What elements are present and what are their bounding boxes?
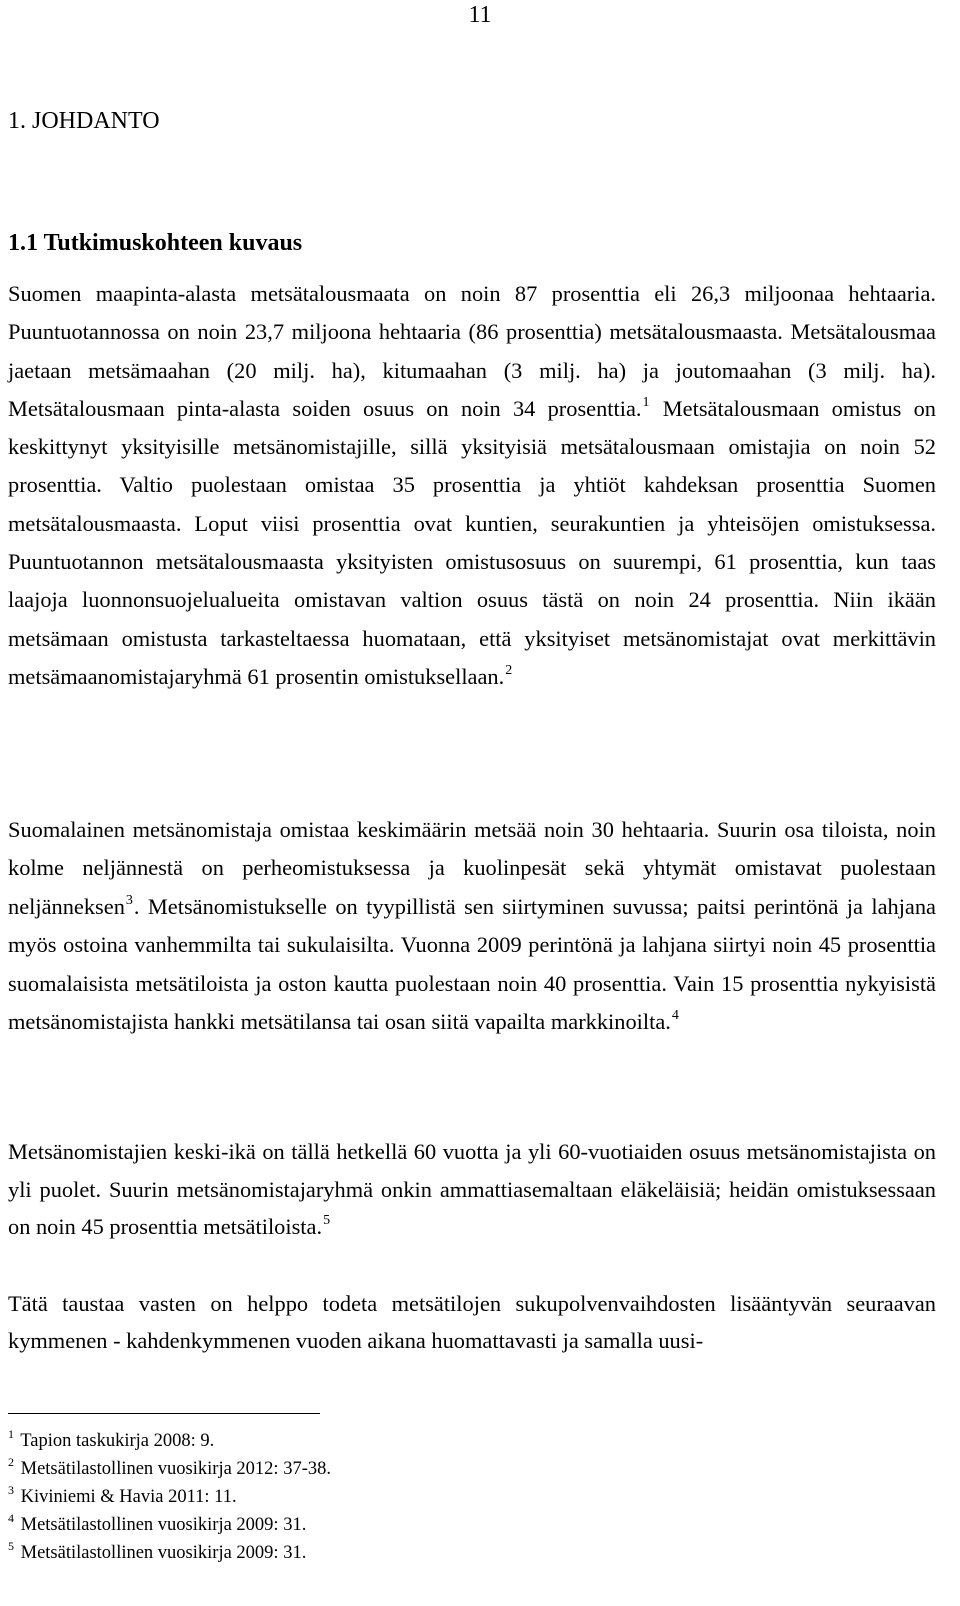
footnote-text: Kiviniemi & Havia 2011: 11. <box>20 1487 237 1507</box>
paragraph-owner-age <box>8 1133 936 1246</box>
footnote-ref: 2 <box>505 662 513 678</box>
footnote-number: 5 <box>8 1539 14 1553</box>
footnote-item <box>8 1455 908 1483</box>
chapter-heading: 1. JOHDANTO <box>8 108 160 134</box>
paragraph-text: . Metsänomistukselle on tyypillistä sen siirtyminen suvussa; paitsi perintönä ja lahjana myös ostoina vanhemmilta tai sukulaisilta. Vuonna 2009 perintönä ja lahjana siirtyi noin 45 prosenttia suomalaisista metsätiloista ja oston kautta puolestaan noin 40 prosenttia. Vain 15 prosenttia nykyisistä metsänomistajista hankki metsätilansa tai osan siitä vapailta markkinoilta. <box>8 893 936 1035</box>
page-number: 11 <box>468 2 492 28</box>
footnote-item <box>8 1427 908 1455</box>
footnote-ref: 3 <box>125 892 133 908</box>
footnote-number: 4 <box>8 1511 14 1525</box>
footnote-text: Metsätilastollinen vuosikirja 2012: 37-38. <box>20 1459 331 1479</box>
footnote-item <box>8 1539 908 1567</box>
footnote-text: Metsätilastollinen vuosikirja 2009: 31. <box>20 1543 307 1563</box>
footnote-ref: 4 <box>671 1008 679 1024</box>
paragraph-generational-change <box>8 1285 936 1359</box>
footnote-item <box>8 1511 908 1539</box>
footnote-text: Metsätilastollinen vuosikirja 2009: 31. <box>20 1515 307 1535</box>
footnote-ref: 5 <box>323 1213 331 1229</box>
paragraph-text: Metsänomistajien keski-ikä on tällä hetkellä 60 vuotta ja yli 60-vuotiaiden osuus metsänomistajista on yli puolet. Suurin metsänomistajaryhmä onkin ammattiasemaltaan eläkeläisiä; heidän omistuksessaan on noin 45 prosenttia metsätiloista. <box>8 1139 936 1240</box>
section-heading: 1.1 Tutkimuskohteen kuvaus <box>8 230 303 256</box>
paragraph-land-ownership <box>8 275 936 696</box>
footnote-number: 1 <box>8 1427 14 1441</box>
footnote-number: 2 <box>8 1455 14 1469</box>
footnote-divider <box>8 1413 320 1414</box>
paragraph-text: Suomalainen metsänomistaja omistaa keskimäärin metsää noin 30 hehtaaria. Suurin osa tiloista, noin kolme neljännestä on perheomistuksessa ja kuolinpesät sekä yhtymät omistavat puolestaan neljänneksen <box>8 817 936 919</box>
paragraph-forest-owner <box>8 811 936 1041</box>
paragraph-text: Tätä taustaa vasten on helppo todeta metsätilojen sukupolvenvaihdosten lisääntyvän seuraavan kymmenen - kahdenkymmenen vuoden aikana huomattavasti ja samalla uusi- <box>8 1291 936 1353</box>
paragraph-text: Suomen maapinta-alasta metsätalousmaata on noin 87 prosenttia eli 26,3 miljoonaa hehtaaria. Puuntuotannossa on noin 23,7 miljoona hehtaaria (86 prosenttia) metsätalousmaasta. Metsätalousmaa jaetaan metsämaahan (20 milj. ha), kitumaahan (3 milj. ha) ja joutomaahan (3 milj. ha). Metsätalousmaan pinta-alasta soiden osuus on noin 34 prosenttia. <box>8 281 936 421</box>
footnote-item <box>8 1483 908 1511</box>
footnotes-list <box>8 1427 908 1567</box>
footnote-text: Tapion taskukirja 2008: 9. <box>20 1431 215 1451</box>
footnote-ref: 1 <box>642 394 650 410</box>
paragraph-text: Metsätalousmaan omistus on keskittynyt yksityisille metsänomistajille, sillä yksityisiä metsätalousmaan omistajia on noin 52 prosenttia. Valtio puolestaan omistaa 35 prosenttia ja yhtiöt kahdeksan prosenttia Suomen metsätalousmaasta. Loput viisi prosenttia ovat kuntien, seurakuntien ja yhteisöjen omistuksessa. Puuntuotannon metsätalousmaasta yksityisten omistusosuus on suurempi, 61 prosenttia, kun taas laajoja luonnonsuojelualueita omistavan valtion osuus tästä on noin 24 prosenttia. Niin ikään metsämaan omistusta tarkasteltaessa huomataan, että yksityiset metsänomistajat ovat merkittävin metsämaanomistajaryhmä 61 prosentin omistuksellaan. <box>8 395 936 689</box>
footnote-number: 3 <box>8 1483 14 1497</box>
